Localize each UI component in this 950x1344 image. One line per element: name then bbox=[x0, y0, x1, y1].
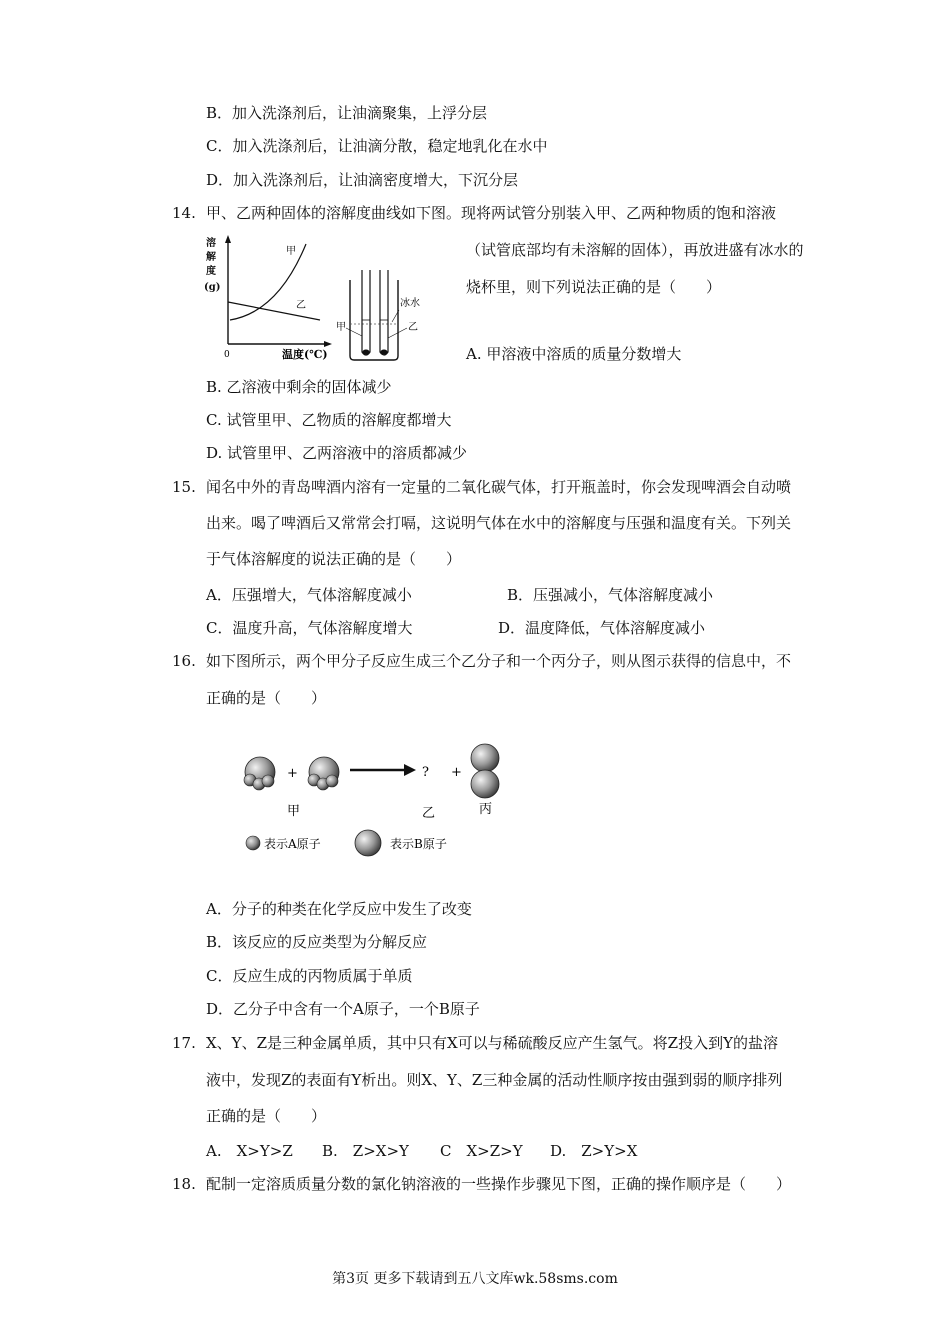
q16-option-b: B．该反应的反应类型为分解反应 bbox=[206, 933, 428, 951]
q14-option-d: D. 试管里甲、乙两溶液中的溶质都减少 bbox=[206, 444, 468, 462]
q14-solid-yi bbox=[381, 350, 388, 355]
q17-option-d: D. Z>Y>X bbox=[550, 1142, 638, 1160]
q14-ice-water-label: 冰水 bbox=[400, 298, 420, 309]
q16-stem-line2: 正确的是（ ） bbox=[206, 689, 327, 707]
q16-molecule-jia-2 bbox=[308, 757, 339, 790]
q16-legend-a-label: 表示A原子 bbox=[264, 837, 321, 851]
q14-beaker bbox=[350, 280, 398, 360]
q15-stem-line1: 闻名中外的青岛啤酒内溶有一定量的二氧化碳气体，打开瓶盖时，你会发现啤酒会自动喷 bbox=[206, 478, 792, 496]
q14-xlabel: 温度(℃) bbox=[282, 348, 328, 361]
q16-legend-b-atom bbox=[355, 830, 381, 856]
q15-stem-line3: 于气体溶解度的说法正确的是（ ） bbox=[206, 550, 462, 568]
q14-number: 14. bbox=[172, 204, 196, 222]
q14-solid-jia bbox=[363, 350, 370, 355]
q17-stem-line2: 液中，发现Z的表面有Y析出。则X、Y、Z三种金属的活动性顺序按由强到弱的顺序排列 bbox=[206, 1071, 783, 1089]
q14-tube-yi bbox=[380, 270, 388, 355]
q17-option-c: C X>Z>Y bbox=[440, 1142, 523, 1160]
q16-number: 16. bbox=[172, 652, 196, 670]
q15-option-a: A．压强增大，气体溶解度减小 bbox=[206, 586, 412, 604]
q14-option-b: B. 乙溶液中剩余的固体减少 bbox=[206, 378, 392, 396]
page-footer: 第3页 更多下载请到五八文库wk.58sms.com bbox=[332, 1271, 618, 1287]
q18-number: 18. bbox=[172, 1175, 196, 1193]
q16-molecule-bing bbox=[471, 744, 499, 798]
q14-tube-yi-label: 乙 bbox=[408, 322, 418, 333]
q16-option-c: C．反应生成的丙物质属于单质 bbox=[206, 967, 413, 985]
q16-legend-b-label: 表示B原子 bbox=[390, 837, 447, 851]
q14-tube-jia-label: 甲 bbox=[336, 322, 346, 333]
q16-question-mark: ? bbox=[422, 765, 429, 780]
q14-ylabel-4: (g) bbox=[204, 282, 221, 293]
q16-label-jia: 甲 bbox=[287, 804, 301, 819]
q14-curve-jia-label: 甲 bbox=[286, 246, 296, 257]
q14-solubility-figure bbox=[198, 232, 438, 368]
q15-option-b: B．压强减小，气体溶解度减小 bbox=[507, 586, 714, 604]
q17-option-b: B. Z>X>Y bbox=[322, 1142, 409, 1160]
q14-option-c: C. 试管里甲、乙物质的溶解度都增大 bbox=[206, 411, 452, 429]
q17-stem-line1: X、Y、Z是三种金属单质，其中只有X可以与稀硫酸反应产生氢气。将Z投入到Y的盐溶 bbox=[206, 1034, 779, 1052]
q14-option-a: A. 甲溶液中溶质的质量分数增大 bbox=[466, 345, 682, 363]
q17-number: 17. bbox=[172, 1034, 196, 1052]
q14-ylabel-2: 解 bbox=[206, 252, 216, 263]
q16-plus-2: + bbox=[451, 765, 462, 780]
q16-legend-a-atom bbox=[246, 836, 260, 850]
q15-option-c: C．温度升高，气体溶解度增大 bbox=[206, 619, 413, 637]
q13-option-b: B．加入洗涤剂后，让油滴聚集，上浮分层 bbox=[206, 104, 488, 122]
q16-reaction-figure bbox=[232, 734, 522, 864]
q14-curve-yi-label: 乙 bbox=[296, 300, 306, 311]
q16-option-a: A．分子的种类在化学反应中发生了改变 bbox=[206, 900, 472, 918]
q14-stem-line3: 烧杯里，则下列说法正确的是（ ） bbox=[466, 278, 722, 296]
q17-option-a: A. X>Y>Z bbox=[206, 1142, 293, 1160]
q14-x-axis-arrow bbox=[324, 341, 332, 347]
q16-plus-1: + bbox=[287, 766, 298, 781]
q14-stem-line1: 甲、乙两种固体的溶解度曲线如下图。现将两试管分别装入甲、乙两种物质的饱和溶液 bbox=[206, 204, 777, 222]
q16-molecule-jia-1 bbox=[244, 757, 275, 790]
q14-ylabel-1: 溶 bbox=[206, 238, 216, 249]
q18-stem-line1: 配制一定溶质质量分数的氯化钠溶液的一些操作步骤见下图，正确的操作顺序是（ ） bbox=[206, 1175, 792, 1193]
q14-stem-line2: （试管底部均有未溶解的固体），再放进盛有冰水的 bbox=[466, 241, 804, 259]
q16-label-yi: 乙 bbox=[422, 806, 436, 821]
q16-label-bing: 丙 bbox=[479, 802, 493, 817]
q16-stem-line1: 如下图所示，两个甲分子反应生成三个乙分子和一个丙分子，则从图示获得的信息中，不 bbox=[206, 652, 792, 670]
q17-stem-line3: 正确的是（ ） bbox=[206, 1107, 327, 1125]
q16-option-d: D．乙分子中含有一个A原子，一个B原子 bbox=[206, 1000, 480, 1018]
q13-option-d: D．加入洗涤剂后，让油滴密度增大，下沉分层 bbox=[206, 171, 519, 189]
q15-number: 15. bbox=[172, 478, 196, 496]
q14-origin: 0 bbox=[224, 350, 230, 360]
q14-tube-jia bbox=[362, 270, 370, 355]
q15-option-d: D．温度降低，气体溶解度减小 bbox=[498, 619, 706, 637]
q14-y-axis-arrow bbox=[225, 235, 231, 243]
q16-reaction-arrowhead bbox=[404, 764, 416, 776]
q14-ylabel-3: 度 bbox=[206, 266, 216, 277]
q13-option-c: C．加入洗涤剂后，让油滴分散，稳定地乳化在水中 bbox=[206, 137, 548, 155]
q14-tube-jia-pointer bbox=[346, 328, 362, 336]
q15-stem-line2: 出来。喝了啤酒后又常常会打嗝，这说明气体在水中的溶解度与压强和温度有关。下列关 bbox=[206, 514, 792, 532]
